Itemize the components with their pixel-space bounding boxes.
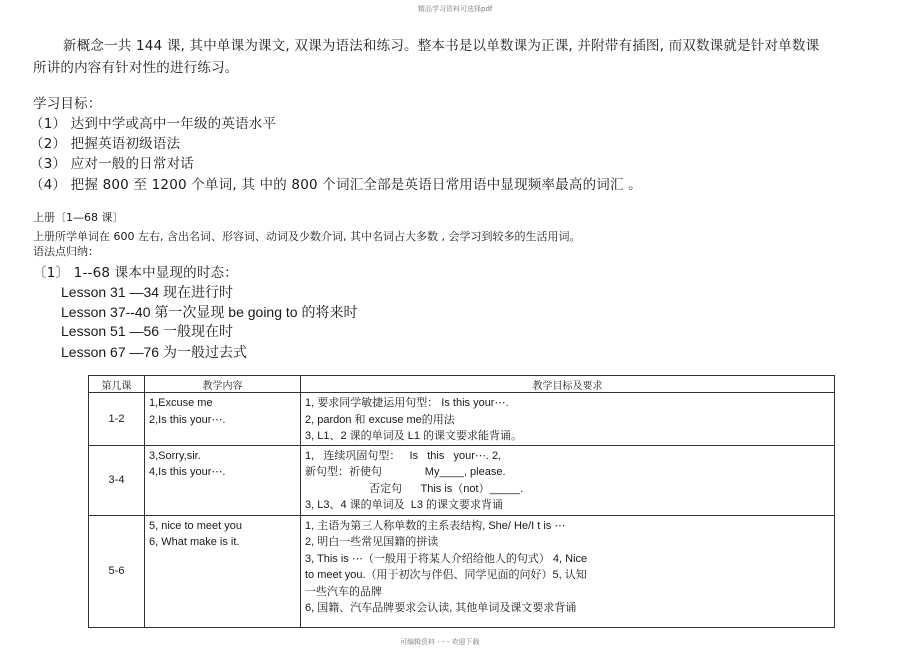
content-line: 4,Is this your⋯.	[149, 466, 226, 478]
table-row	[89, 445, 835, 515]
goals-cell	[301, 515, 835, 627]
content-line: 2,Is this your⋯.	[149, 413, 226, 426]
goals-cell	[301, 393, 835, 446]
goal-line: 否定句 This is（not）_____.	[305, 482, 524, 495]
content-cell	[145, 445, 301, 515]
goal-line: 1, 主语为第三人称单数的主系表结构, She/ He/I t is ⋯	[305, 519, 566, 532]
lesson-tense: Lesson 31 —34 现在进行时	[61, 284, 233, 300]
goal-item: （4） 把握 800 至 1200 个单词, 其 中的 800 个词汇全部是英语日常用语中显现频率最高的词汇 。	[30, 177, 642, 193]
lesson-tense: Lesson 51 —56 一般现在时	[61, 323, 233, 339]
lesson-number: 1-2	[89, 393, 145, 446]
lesson-tense: Lesson 67 —76 为一般过去式	[61, 344, 247, 360]
content-line: 3,Sorry,sir.	[149, 449, 201, 462]
table-header-row	[89, 376, 835, 393]
lesson-plan-table	[88, 375, 835, 628]
goal-line: 3, L1、2 课的单词及 L1 的课文要求能背诵。	[305, 430, 522, 442]
volume-words: 上册所学单词在 600 左右, 含出名词、形容词、动词及少数介词, 其中名词占大多数 , 会学习到较多的生活用词。	[33, 230, 581, 243]
goal-item: （1） 达到中学或高中一年级的英语水平	[30, 116, 277, 132]
goal-line: 1, 要求同学敏捷运用句型： Is this your⋯.	[305, 397, 509, 409]
page-footer-note: 可编辑资料 - - - 欢迎下载	[400, 638, 480, 646]
table-row	[89, 393, 835, 446]
volume-title: 上册〔1—68 课〕	[33, 211, 124, 224]
lesson-number: 3-4	[89, 445, 145, 515]
intro-line-1: 新概念一共 144 课, 其中单课为课文, 双课为语法和练习。整本书是以单数课为正课, 并附带有插图, 而双数课就是针对单数课	[63, 38, 820, 54]
goals-heading: 学习目标：	[33, 96, 102, 112]
content-line: 1,Excuse me	[149, 397, 213, 409]
goal-line: 新句型：祈使句 My____, please.	[305, 466, 506, 478]
goal-line: 2, pardon 和 excuse me的用法	[305, 413, 455, 426]
grammar-heading: 语法点归纳：	[33, 245, 99, 258]
goal-line: 3, L3、4 课的单词及 L3 的课文要求背诵	[305, 499, 504, 511]
content-cell	[145, 515, 301, 627]
goal-item: （3） 应对一般的日常对话	[30, 156, 194, 172]
goal-line: 一些汽车的品牌	[305, 585, 382, 598]
page-header-note: 精品学习资料可选择pdf	[418, 5, 493, 13]
content-cell	[145, 393, 301, 446]
goal-item: （2） 把握英语初级语法	[30, 136, 181, 152]
lesson-number: 5-6	[89, 515, 145, 627]
goal-line: 3, This is ⋯（一般用于将某人介绍给他人的句式） 4, Nice	[305, 552, 588, 565]
tense-item: 〔1〕 1--68 课本中显现的时态：	[33, 265, 238, 281]
intro-line-2: 所讲的内容有针对性的进行练习。	[33, 60, 239, 76]
content-line: 5, nice to meet you	[149, 519, 242, 532]
column-header: 教学内容	[145, 376, 301, 393]
goals-cell	[301, 445, 835, 515]
goal-line: 1, 连续巩固句型： Is this your⋯. 2,	[305, 449, 502, 462]
goal-line: 6, 国籍、汽车品牌要求会认读, 其他单词及课文要求背诵	[305, 602, 577, 614]
table-row	[89, 515, 835, 627]
goal-line: to meet you.（用于初次与伴侣、同学见面的问好）5, 认知	[305, 569, 587, 581]
lesson-tense: Lesson 37--40 第一次显现 be going to 的将来时	[61, 304, 358, 320]
column-header: 教学目标及要求	[301, 376, 835, 393]
column-header: 第几课	[89, 376, 145, 393]
content-line: 6, What make is it.	[149, 536, 240, 548]
goal-line: 2, 明白一些常见国籍的拼读	[305, 536, 439, 548]
